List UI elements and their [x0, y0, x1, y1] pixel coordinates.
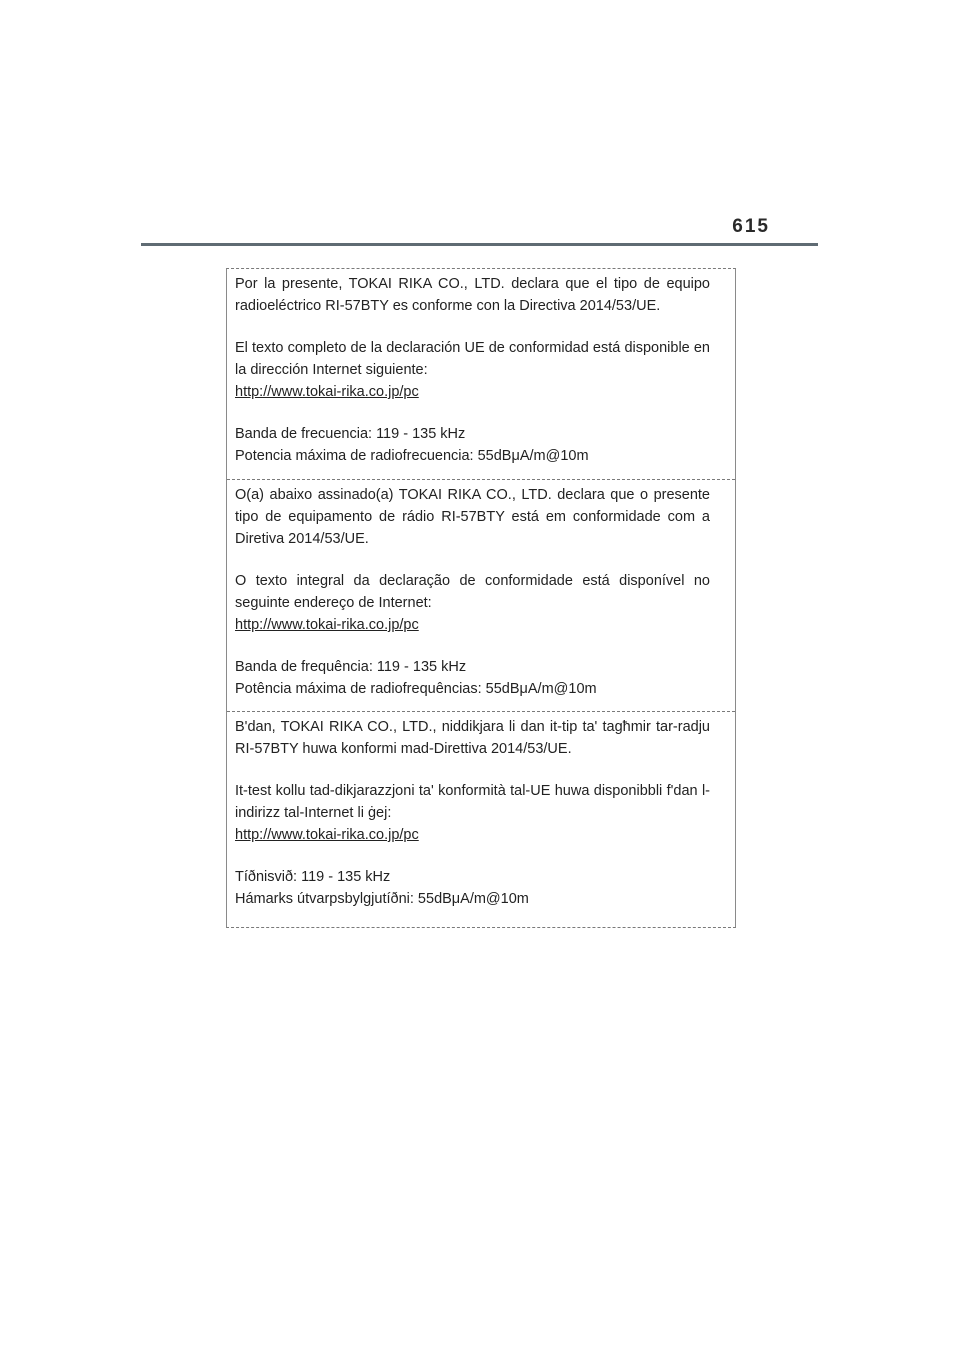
section-spanish	[227, 269, 735, 480]
power-text: Potência máxima de radiofrequências: 55dBμA/m@10m	[235, 681, 597, 697]
declaration-text: Por la presente, TOKAI RIKA CO., LTD. declara que el tipo de equipo radioeléctrico RI-57BTY es conforme con la Directiva 2014/53/UE.	[235, 276, 710, 314]
declaration-text: O(a) abaixo assinado(a) TOKAI RIKA CO., LTD. declara que o presente tipo de equipamento de rádio RI-57BTY está em conformidade com a Diretiva 2014/53/UE.	[235, 487, 710, 547]
section-portuguese	[227, 480, 735, 712]
frequency-text: Tíðnisvið: 119 - 135 kHz	[235, 869, 391, 885]
power-text: Hámarks útvarpsbylgjutíðni: 55dBμA/m@10m	[235, 891, 529, 907]
availability-text: O texto integral da declaração de conformidade está disponível no seguinte endereço de Internet:	[235, 573, 710, 611]
page-number: 615	[732, 216, 770, 237]
frequency-text: Banda de frequência: 119 - 135 kHz	[235, 659, 467, 675]
header-rule	[141, 243, 818, 246]
power-text: Potencia máxima de radiofrecuencia: 55dBμA/m@10m	[235, 448, 589, 464]
declaration-text: B'dan, TOKAI RIKA CO., LTD., niddikjara li dan it-tip ta' tagħmir tar-radju RI-57BTY huwa konformi mad-Direttiva 2014/53/UE.	[235, 719, 710, 757]
frequency-text: Banda de frecuencia: 119 - 135 kHz	[235, 426, 466, 442]
availability-text: El texto completo de la declaración UE de conformidad está disponible en la dirección Internet siguiente:	[235, 340, 710, 378]
availability-text: It-test kollu tad-dikjarazzjoni ta' konformità tal-UE huwa disponibbli f'dan l-indirizz tal-Internet li ġej:	[235, 783, 710, 821]
declaration-box	[226, 268, 736, 928]
declaration-url-link[interactable]: http://www.tokai-rika.co.jp/pc	[235, 617, 419, 633]
declaration-url-link[interactable]: http://www.tokai-rika.co.jp/pc	[235, 827, 419, 843]
section-maltese	[227, 712, 735, 927]
declaration-url-link[interactable]: http://www.tokai-rika.co.jp/pc	[235, 384, 419, 400]
